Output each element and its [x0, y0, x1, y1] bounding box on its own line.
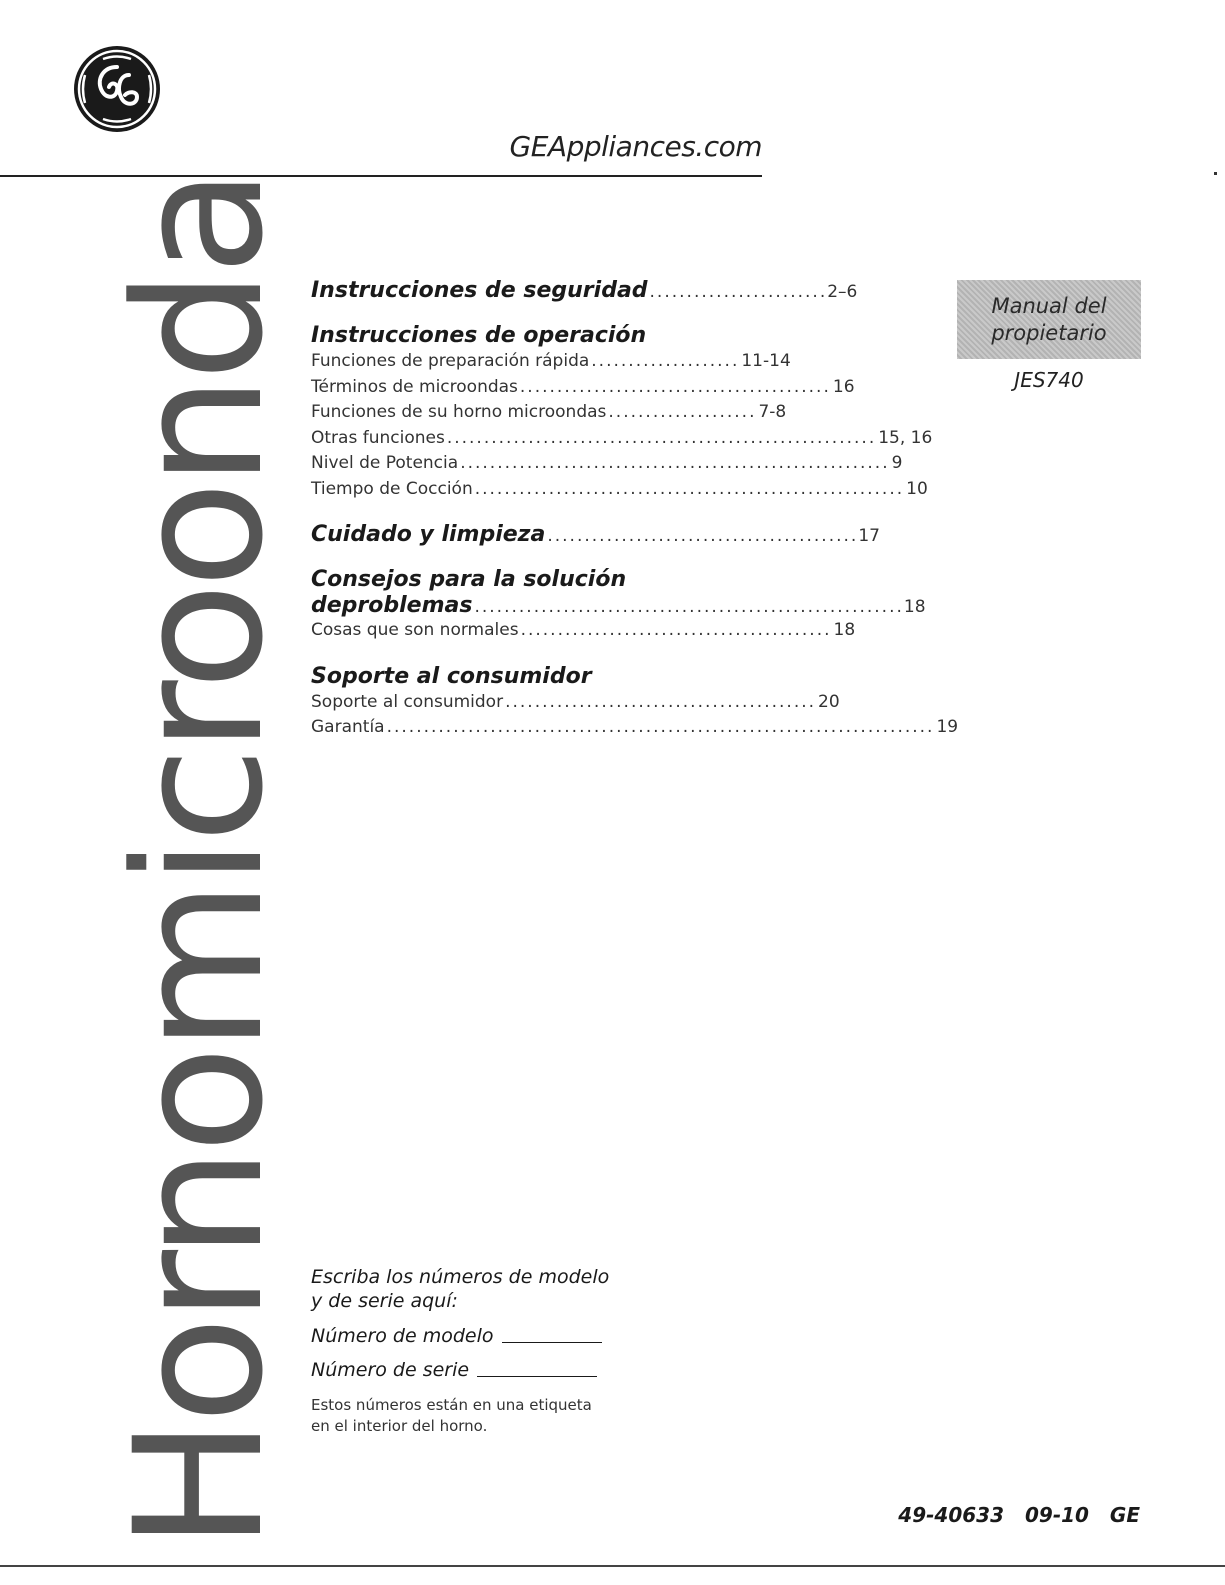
toc-page: 17 — [858, 526, 880, 546]
toc-item[interactable] — [311, 618, 856, 644]
toc-item[interactable] — [311, 715, 959, 741]
toc-item-label: Soporte al consumidor — [311, 691, 504, 712]
toc-section-care[interactable] — [311, 522, 880, 547]
toc-page: 11-14 — [741, 351, 791, 371]
toc-item-label: Tiempo de Cocción — [311, 478, 473, 499]
document-code — [860, 1503, 1140, 1527]
vertical-title-area — [97, 173, 302, 1551]
toc-item[interactable] — [311, 451, 903, 477]
model-number-label: Número de modelo — [311, 1325, 494, 1347]
toc-section-title: Instrucciones de seguridad — [311, 278, 648, 303]
toc-item[interactable] — [311, 400, 787, 426]
toc-section-title: Cuidado y limpieza — [311, 522, 546, 547]
toc-item[interactable] — [311, 426, 933, 452]
toc-leader: .......................................... — [519, 376, 831, 397]
toc-item-label: Términos de microondas — [311, 376, 518, 397]
toc-page: 20 — [818, 691, 840, 712]
owners-manual-badge — [957, 280, 1141, 359]
toc-section-troubleshooting-line1[interactable]: Consejos para la solución — [311, 567, 627, 592]
record-note-line1: Estos números están en una etiqueta — [311, 1396, 592, 1414]
toc-leader: ........................ — [649, 282, 828, 302]
toc-leader: .......................................................... — [446, 427, 877, 448]
doc-number: 49-40633 — [898, 1503, 1005, 1527]
table-of-contents — [311, 278, 959, 741]
toc-section-operation[interactable]: Instrucciones de operación — [311, 323, 647, 348]
serial-number-label: Número de serie — [311, 1359, 470, 1381]
model-serial-record — [311, 1265, 671, 1437]
toc-item[interactable] — [311, 349, 791, 375]
website-url: GEAppliances.com — [509, 130, 762, 163]
model-number-blank[interactable] — [502, 1342, 602, 1343]
badge-line1: Manual del — [991, 293, 1107, 318]
toc-item-label: Nivel de Potencia — [311, 453, 459, 473]
toc-leader: .......................................................................... — [386, 717, 935, 737]
toc-section-troubleshooting[interactable] — [311, 593, 926, 618]
badge-line2: propietario — [991, 320, 1107, 345]
record-instructions-line2: y de serie aquí: — [311, 1290, 458, 1312]
toc-page: 19 — [936, 717, 959, 737]
record-note — [311, 1395, 671, 1437]
toc-item-label: Funciones de su horno microondas — [311, 402, 607, 422]
toc-leader: .......................................... — [505, 691, 817, 712]
serial-number-blank[interactable] — [477, 1376, 597, 1377]
toc-page: 7-8 — [758, 402, 787, 422]
model-number: JES740 — [1014, 368, 1084, 392]
toc-section-support[interactable]: Soporte al consumidor — [311, 663, 592, 689]
toc-item-label: Otras funciones — [311, 427, 445, 448]
toc-leader: .......................................... — [520, 620, 832, 640]
toc-item-label: Garantía — [311, 717, 385, 737]
toc-page: 2–6 — [827, 282, 858, 302]
record-note-line2: en el interior del horno. — [311, 1417, 488, 1435]
toc-item[interactable] — [311, 477, 928, 503]
toc-page: 18 — [833, 620, 856, 640]
toc-item[interactable] — [311, 690, 840, 716]
toc-leader: .......................................................... — [474, 597, 904, 617]
toc-page: 16 — [832, 376, 855, 397]
record-instructions-line1: Escriba los números de modelo — [311, 1266, 610, 1288]
toc-page: 15, 16 — [878, 427, 933, 448]
toc-item-label: Funciones de preparación rápida — [311, 351, 590, 371]
toc-section-title: deproblemas — [311, 593, 473, 618]
footer-rule — [0, 1565, 1225, 1567]
toc-item-label: Cosas que son normales — [311, 620, 519, 640]
ge-monogram-logo — [73, 45, 161, 133]
toc-leader: .......................................................... — [474, 478, 905, 499]
toc-leader: .......................................... — [547, 526, 859, 546]
date-code: 09-10 GE — [1024, 1503, 1140, 1527]
model-number-field[interactable] — [311, 1325, 671, 1347]
toc-leader: .......................................................... — [460, 453, 890, 473]
toc-leader: .................... — [608, 402, 757, 422]
toc-page: 10 — [906, 478, 928, 499]
toc-section-safety[interactable] — [311, 278, 858, 303]
edge-mark — [1214, 172, 1217, 175]
toc-page: 18 — [903, 597, 926, 617]
serial-number-field[interactable] — [311, 1359, 671, 1381]
toc-page: 9 — [891, 453, 903, 473]
toc-item[interactable] — [311, 375, 855, 401]
vertical-title: Hornomicroonda — [97, 173, 302, 1551]
toc-leader: .................... — [591, 351, 740, 371]
